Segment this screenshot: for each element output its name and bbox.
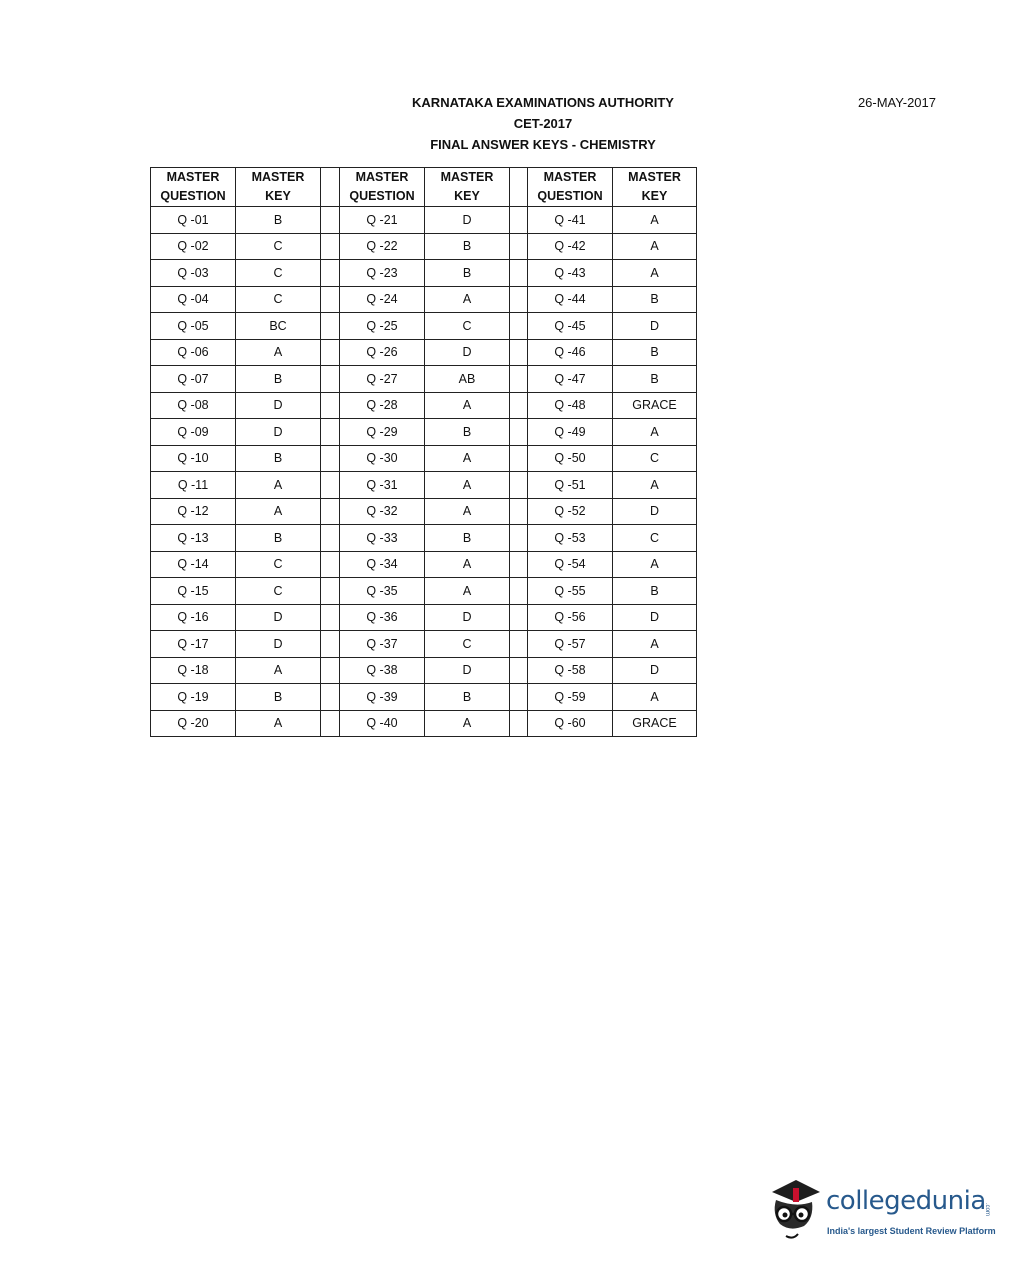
- column-gap: [321, 339, 340, 366]
- key-cell: D: [236, 604, 321, 631]
- question-cell: Q -54: [528, 551, 613, 578]
- column-gap: [510, 392, 528, 419]
- question-cell: Q -20: [151, 710, 236, 737]
- question-cell: Q -18: [151, 657, 236, 684]
- question-cell: Q -55: [528, 578, 613, 605]
- key-cell: A: [236, 657, 321, 684]
- column-gap: [510, 286, 528, 313]
- column-gap: [321, 233, 340, 260]
- key-cell: C: [236, 233, 321, 260]
- question-cell: Q -11: [151, 472, 236, 499]
- column-gap: [510, 445, 528, 472]
- document-header: [343, 92, 743, 155]
- key-cell: D: [425, 604, 510, 631]
- column-gap: [321, 168, 340, 207]
- key-cell: A: [613, 233, 697, 260]
- key-cell: A: [425, 578, 510, 605]
- key-cell: A: [425, 551, 510, 578]
- question-cell: Q -59: [528, 684, 613, 711]
- table-row: [151, 286, 697, 313]
- table-row: [151, 445, 697, 472]
- table-row: [151, 207, 697, 234]
- column-gap: [510, 168, 528, 207]
- question-cell: Q -33: [340, 525, 425, 552]
- col-header-key: MASTER KEY: [613, 168, 697, 207]
- column-gap: [510, 419, 528, 446]
- column-gap: [510, 260, 528, 287]
- key-cell: A: [425, 710, 510, 737]
- question-cell: Q -03: [151, 260, 236, 287]
- key-cell: D: [613, 313, 697, 340]
- column-gap: [510, 684, 528, 711]
- question-cell: Q -09: [151, 419, 236, 446]
- table-row: [151, 498, 697, 525]
- key-cell: BC: [236, 313, 321, 340]
- column-gap: [321, 207, 340, 234]
- key-cell: C: [425, 313, 510, 340]
- table-row: [151, 684, 697, 711]
- question-cell: Q -44: [528, 286, 613, 313]
- column-gap: [321, 631, 340, 658]
- key-cell: A: [425, 498, 510, 525]
- table-row: [151, 657, 697, 684]
- column-gap: [510, 498, 528, 525]
- column-gap: [321, 286, 340, 313]
- question-cell: Q -51: [528, 472, 613, 499]
- question-cell: Q -01: [151, 207, 236, 234]
- key-cell: A: [613, 472, 697, 499]
- question-cell: Q -57: [528, 631, 613, 658]
- question-cell: Q -10: [151, 445, 236, 472]
- key-cell: C: [236, 551, 321, 578]
- question-cell: Q -43: [528, 260, 613, 287]
- key-cell: A: [236, 339, 321, 366]
- column-gap: [510, 631, 528, 658]
- col-header-question: MASTER QUESTION: [151, 168, 236, 207]
- key-cell: D: [236, 419, 321, 446]
- key-cell: A: [613, 207, 697, 234]
- key-cell: D: [425, 657, 510, 684]
- question-cell: Q -02: [151, 233, 236, 260]
- key-cell: D: [236, 631, 321, 658]
- key-cell: B: [236, 684, 321, 711]
- table-row: [151, 233, 697, 260]
- question-cell: Q -26: [340, 339, 425, 366]
- key-cell: AB: [425, 366, 510, 393]
- question-cell: Q -19: [151, 684, 236, 711]
- exam-title: CET-2017: [513, 116, 573, 131]
- question-cell: Q -58: [528, 657, 613, 684]
- col-header-key: MASTER KEY: [425, 168, 510, 207]
- column-gap: [321, 260, 340, 287]
- table-row: [151, 366, 697, 393]
- question-cell: Q -31: [340, 472, 425, 499]
- question-cell: Q -53: [528, 525, 613, 552]
- table-row: [151, 392, 697, 419]
- key-cell: B: [613, 286, 697, 313]
- key-cell: B: [613, 578, 697, 605]
- question-cell: Q -41: [528, 207, 613, 234]
- column-gap: [510, 604, 528, 631]
- column-gap: [321, 551, 340, 578]
- question-cell: Q -27: [340, 366, 425, 393]
- key-cell: A: [425, 445, 510, 472]
- question-cell: Q -45: [528, 313, 613, 340]
- question-cell: Q -36: [340, 604, 425, 631]
- column-gap: [321, 445, 340, 472]
- column-gap: [321, 710, 340, 737]
- question-cell: Q -32: [340, 498, 425, 525]
- column-gap: [510, 313, 528, 340]
- key-cell: D: [425, 207, 510, 234]
- key-cell: A: [425, 472, 510, 499]
- column-gap: [510, 233, 528, 260]
- key-cell: B: [425, 525, 510, 552]
- question-cell: Q -34: [340, 551, 425, 578]
- question-cell: Q -16: [151, 604, 236, 631]
- key-cell: B: [613, 366, 697, 393]
- col-header-question: MASTER QUESTION: [528, 168, 613, 207]
- header-row: [151, 168, 697, 207]
- key-cell: B: [425, 419, 510, 446]
- question-cell: Q -46: [528, 339, 613, 366]
- key-cell: GRACE: [613, 710, 697, 737]
- key-cell: A: [236, 498, 321, 525]
- column-gap: [510, 472, 528, 499]
- table-row: [151, 631, 697, 658]
- key-cell: C: [236, 286, 321, 313]
- key-cell: C: [613, 445, 697, 472]
- column-gap: [321, 392, 340, 419]
- key-cell: D: [425, 339, 510, 366]
- logo-suffix: .com: [984, 1203, 990, 1217]
- question-cell: Q -13: [151, 525, 236, 552]
- question-cell: Q -08: [151, 392, 236, 419]
- column-gap: [510, 578, 528, 605]
- table-row: [151, 260, 697, 287]
- answer-key-body: [151, 207, 697, 737]
- question-cell: Q -14: [151, 551, 236, 578]
- key-cell: B: [425, 233, 510, 260]
- question-cell: Q -07: [151, 366, 236, 393]
- column-gap: [510, 657, 528, 684]
- column-gap: [321, 657, 340, 684]
- table-row: [151, 578, 697, 605]
- column-gap: [321, 684, 340, 711]
- key-cell: GRACE: [613, 392, 697, 419]
- mascot-icon: [766, 1178, 826, 1248]
- question-cell: Q -05: [151, 313, 236, 340]
- key-cell: B: [425, 260, 510, 287]
- key-cell: A: [613, 260, 697, 287]
- question-cell: Q -38: [340, 657, 425, 684]
- column-gap: [510, 710, 528, 737]
- question-cell: Q -29: [340, 419, 425, 446]
- question-cell: Q -60: [528, 710, 613, 737]
- column-gap: [321, 525, 340, 552]
- key-cell: B: [236, 525, 321, 552]
- question-cell: Q -39: [340, 684, 425, 711]
- question-cell: Q -30: [340, 445, 425, 472]
- table-row: [151, 710, 697, 737]
- key-cell: D: [613, 657, 697, 684]
- question-cell: Q -50: [528, 445, 613, 472]
- column-gap: [510, 339, 528, 366]
- question-cell: Q -23: [340, 260, 425, 287]
- table-row: [151, 604, 697, 631]
- document-date: 26-MAY-2017: [857, 95, 936, 110]
- answer-key-table: [150, 167, 697, 737]
- logo-tagline: India's largest Student Review Platform: [827, 1226, 996, 1236]
- question-cell: Q -47: [528, 366, 613, 393]
- key-cell: A: [613, 551, 697, 578]
- column-gap: [321, 419, 340, 446]
- question-cell: Q -15: [151, 578, 236, 605]
- answer-key-title: FINAL ANSWER KEYS - CHEMISTRY: [430, 137, 656, 152]
- key-cell: B: [425, 684, 510, 711]
- table-row: [151, 313, 697, 340]
- question-cell: Q -35: [340, 578, 425, 605]
- key-cell: A: [236, 710, 321, 737]
- question-cell: Q -24: [340, 286, 425, 313]
- question-cell: Q -56: [528, 604, 613, 631]
- question-cell: Q -21: [340, 207, 425, 234]
- key-cell: B: [236, 445, 321, 472]
- key-cell: B: [236, 366, 321, 393]
- key-cell: C: [613, 525, 697, 552]
- column-gap: [321, 472, 340, 499]
- key-cell: A: [613, 419, 697, 446]
- key-cell: D: [613, 498, 697, 525]
- question-cell: Q -28: [340, 392, 425, 419]
- question-cell: Q -25: [340, 313, 425, 340]
- table-row: [151, 419, 697, 446]
- key-cell: B: [613, 339, 697, 366]
- key-cell: A: [613, 631, 697, 658]
- question-cell: Q -52: [528, 498, 613, 525]
- question-cell: Q -49: [528, 419, 613, 446]
- col-header-key: MASTER KEY: [236, 168, 321, 207]
- column-gap: [510, 525, 528, 552]
- authority-title: KARNATAKA EXAMINATIONS AUTHORITY: [412, 95, 674, 110]
- column-gap: [321, 604, 340, 631]
- question-cell: Q -22: [340, 233, 425, 260]
- column-gap: [321, 578, 340, 605]
- col-header-question: MASTER QUESTION: [340, 168, 425, 207]
- table-row: [151, 472, 697, 499]
- question-cell: Q -06: [151, 339, 236, 366]
- key-cell: C: [236, 260, 321, 287]
- key-cell: A: [425, 392, 510, 419]
- key-cell: A: [236, 472, 321, 499]
- key-cell: C: [425, 631, 510, 658]
- key-cell: D: [236, 392, 321, 419]
- table-row: [151, 551, 697, 578]
- question-cell: Q -42: [528, 233, 613, 260]
- question-cell: Q -04: [151, 286, 236, 313]
- question-cell: Q -17: [151, 631, 236, 658]
- key-cell: C: [236, 578, 321, 605]
- column-gap: [321, 366, 340, 393]
- column-gap: [321, 498, 340, 525]
- column-gap: [321, 313, 340, 340]
- question-cell: Q -48: [528, 392, 613, 419]
- question-cell: Q -37: [340, 631, 425, 658]
- question-cell: Q -40: [340, 710, 425, 737]
- key-cell: B: [236, 207, 321, 234]
- column-gap: [510, 207, 528, 234]
- column-gap: [510, 551, 528, 578]
- key-cell: A: [613, 684, 697, 711]
- question-cell: Q -12: [151, 498, 236, 525]
- key-cell: D: [613, 604, 697, 631]
- key-cell: A: [425, 286, 510, 313]
- table-row: [151, 339, 697, 366]
- logo-wordmark: collegedunia: [826, 1186, 986, 1216]
- column-gap: [510, 366, 528, 393]
- table-row: [151, 525, 697, 552]
